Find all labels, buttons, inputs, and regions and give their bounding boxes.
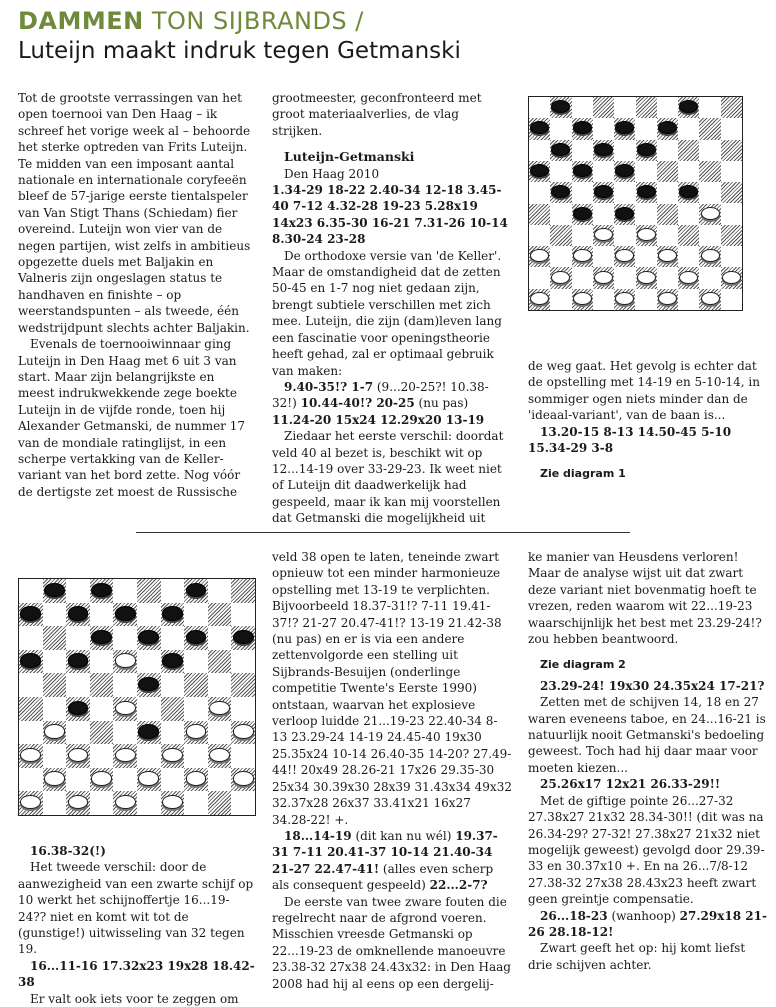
paragraph: Het tweede verschil: door de aanwezigheid van een zwarte schijf op 10 werkt het schijnoffertje 16...19-24?? niet en komt wit tot de (gunstige!) uitwisseling van 32 tegen 19. bbox=[18, 860, 254, 957]
draughts-diagram-1 bbox=[528, 96, 743, 311]
white-piece bbox=[679, 271, 698, 284]
board-square bbox=[721, 140, 742, 161]
paragraph: Ziedaar het eerste verschil: doordat veld 40 al bezet is, beschikt wit op 12...14-19 over 33-29-23. Ik weet niet of Luteijn dit daadwerkelijk had gespeeld, maar ik kan mij voorstellen dat Getmanski die mogelijkheid uit bbox=[272, 429, 504, 526]
white-piece bbox=[573, 249, 592, 262]
diagram-reference: Zie diagram 1 bbox=[540, 467, 626, 481]
white-piece bbox=[722, 271, 741, 284]
game-moves: 1.34-29 18-22 2.40-34 12-18 3.45-40 7-12 4.32-28 19-23 5.28x19 14x23 6.35-30 16-21 7.31-26 10-14 8.30-24 23-28 bbox=[272, 183, 508, 247]
board-square bbox=[657, 161, 678, 182]
black-piece bbox=[162, 606, 183, 620]
white-piece bbox=[573, 292, 592, 305]
column-2 bbox=[272, 90, 508, 527]
white-piece bbox=[233, 724, 254, 738]
board-square bbox=[699, 118, 720, 139]
board-square bbox=[231, 673, 255, 697]
board-square bbox=[529, 204, 550, 225]
board-square bbox=[137, 579, 161, 603]
game-moves bbox=[272, 379, 508, 428]
game-moves: 16...11-16 17.32x23 19x28 18.42-38 bbox=[18, 958, 255, 990]
black-piece bbox=[615, 207, 634, 220]
white-piece bbox=[186, 724, 207, 738]
move-comment: (dit kan nu wél) bbox=[351, 828, 456, 843]
game-moves: 23.29-24! 19x30 24.35x24 17-21? bbox=[540, 678, 765, 693]
white-piece bbox=[701, 249, 720, 262]
white-piece bbox=[115, 748, 136, 762]
paragraph: De orthodoxe versie van 'de Keller'. Maar de omstandigheid dat de zetten 50-45 en 1-7 nog niet gedaan zijn, brengt subtiele verschillen met zich mee. Luteijn, die zijn (dam)leven lang een fascinatie voor openingstheorie heeft gehad, zal er optimaal gebruik van maken: bbox=[272, 248, 502, 378]
board-square bbox=[19, 697, 43, 721]
game-place: Den Haag 2010 bbox=[284, 166, 380, 181]
game-title: Luteijn-Getmanski bbox=[284, 149, 415, 165]
board-square bbox=[184, 673, 208, 697]
paragraph: Er valt ook iets voor te zeggen om bbox=[30, 991, 239, 1006]
white-piece bbox=[658, 292, 677, 305]
white-piece bbox=[637, 228, 656, 241]
board-square bbox=[678, 225, 699, 246]
board-square bbox=[43, 673, 67, 697]
column-3 bbox=[528, 358, 768, 487]
move-text: 18...14-19 bbox=[284, 828, 352, 843]
white-piece bbox=[701, 207, 720, 220]
white-piece bbox=[209, 701, 230, 715]
black-piece bbox=[186, 583, 207, 597]
black-piece bbox=[594, 143, 613, 156]
black-piece bbox=[573, 164, 592, 177]
board-square bbox=[208, 650, 232, 674]
paragraph: veld 38 open te laten, teneinde zwart opnieuw tot een minder harmonieuze opstelling met 13-19 te verplichten. Bijvoorbeeld 18.37-31!? 7-11 19.41-37!? 21-27 20.47-41!? 13-19 21.42-38 (nu pas) en er is via een andere zettenvolgorde een stelling uit Sijbrands-Besuijen (onderlinge competitie Twente's Eerste 1990) ontstaan, waarvan het explosieve verloop luidde 21...19-23 22.40-34 8-13 23.29-24 14-19 24.45-40 19x30 25.35x24 10-14 26.40-35 14-20? 27.49-44!! 20x49 28.26-21 17x26 29.35-30 25x34 30.39x30 28x39 31.43x34 49x32 32.37x28 26x37 33.41x21 16x27 34.28-22! +. bbox=[272, 550, 512, 827]
black-piece bbox=[20, 606, 41, 620]
board-square bbox=[208, 791, 232, 815]
board-square bbox=[636, 97, 657, 118]
move-text: 11.24-20 15x24 12.29x20 13-19 bbox=[272, 412, 485, 427]
white-piece bbox=[594, 228, 613, 241]
white-piece bbox=[186, 771, 207, 785]
move-text: 19.37-31 7-11 20.41-37 10-14 21.40-34 21-27 22.47-41! bbox=[272, 828, 498, 876]
column-1 bbox=[18, 90, 254, 500]
white-piece bbox=[115, 795, 136, 809]
move-comment: (nu pas) bbox=[414, 396, 469, 411]
white-piece bbox=[233, 771, 254, 785]
move-text: 27.29x18 21-26 28.18-12! bbox=[528, 908, 767, 939]
game-moves bbox=[528, 908, 768, 941]
divider-rule bbox=[136, 532, 630, 533]
column-4 bbox=[18, 843, 256, 1007]
board-square bbox=[90, 673, 114, 697]
article-headline: Luteijn maakt indruk tegen Getmanski bbox=[18, 38, 461, 64]
white-piece bbox=[637, 271, 656, 284]
board-square bbox=[678, 140, 699, 161]
column-6 bbox=[528, 549, 768, 973]
white-piece bbox=[138, 771, 159, 785]
author-name: TON SIJBRANDS / bbox=[143, 7, 364, 35]
paragraph: grootmeester, geconfronteerd met groot materiaalverlies, de vlag strijken. bbox=[272, 91, 482, 138]
white-piece bbox=[594, 271, 613, 284]
game-moves: 25.26x17 12x21 26.33-29!! bbox=[540, 777, 721, 792]
paragraph: Tot de grootste verrassingen van het open toernooi van Den Haag – ik schreef het vorige week al – behoorde het sterke optreden van Frits Luteijn. Te midden van een imposant aantal nationale en internationale coryfeeën bleef de 57-jarige eerste tientalspeler van Van Stigt Thans (Schiedam) fier overeind. Luteijn won vier van de negen partijen, wist zelfs in ambitieus opgezette duels met Baljakin en Valneris zijn ongeslagen status te handhaven en finishte – op weerstandspunten – als tweede, één wedstrijdpunt slechts achter Baljakin. bbox=[18, 91, 251, 335]
black-piece bbox=[115, 606, 136, 620]
white-piece bbox=[44, 771, 65, 785]
black-piece bbox=[68, 606, 89, 620]
diagram-reference: Zie diagram 2 bbox=[540, 658, 626, 672]
move-text: 9.40-35!? 1-7 bbox=[284, 379, 374, 394]
white-piece bbox=[44, 724, 65, 738]
black-piece bbox=[91, 630, 112, 644]
paragraph: Zwart geeft het op: hij komt liefst drie schijven achter. bbox=[528, 941, 746, 972]
black-piece bbox=[637, 143, 656, 156]
black-piece bbox=[162, 653, 183, 667]
move-text: 26...18-23 bbox=[540, 908, 608, 923]
black-piece bbox=[44, 583, 65, 597]
paragraph: ke manier van Heusdens verloren! Maar de analyse wijst uit dat zwart deze variant niet bovenmatig hoeft te vrezen, reden waarom wit 22...19-23 waarschijnlijk het best met 23.29-24!? zou hebben beantwoord. bbox=[528, 550, 762, 647]
paragraph: Evenals de toernooiwinnaar ging Luteijn in Den Haag met 6 uit 3 van start. Maar zijn belangrijkste en meest indrukwekkende zege boekte Luteijn in de vijfde ronde, toen hij Alexander Getmanski, de nummer 17 van de mondiale ratinglijst, in een scherpe vertakking van de Keller-variant van het bord zette. Nog vóór de dertigste zet moest de Russische bbox=[18, 337, 245, 499]
board-square bbox=[208, 603, 232, 627]
black-piece bbox=[573, 207, 592, 220]
section-name: DAMMEN bbox=[18, 7, 144, 35]
draughts-diagram-2 bbox=[18, 578, 256, 816]
white-piece bbox=[162, 748, 183, 762]
board-square bbox=[721, 97, 742, 118]
column-5 bbox=[272, 549, 512, 992]
move-comment: (wanhoop) bbox=[607, 908, 680, 923]
game-moves bbox=[272, 828, 512, 894]
white-piece bbox=[530, 292, 549, 305]
black-piece bbox=[138, 724, 159, 738]
article-header bbox=[18, 6, 758, 66]
black-piece bbox=[20, 653, 41, 667]
paragraph: Zetten met de schijven 14, 18 en 27 waren eveneens taboe, en 24...16-21 is natuurlijk nooit Getmanski's bedoeling geweest. Toch had hij daar maar voor moeten kiezen... bbox=[528, 695, 766, 775]
black-piece bbox=[551, 143, 570, 156]
move-comment: (9...20-25?! 10.38-32!) bbox=[272, 379, 489, 411]
board-square bbox=[657, 204, 678, 225]
black-piece bbox=[233, 630, 254, 644]
white-piece bbox=[91, 771, 112, 785]
white-piece bbox=[701, 292, 720, 305]
paragraph: de weg gaat. Het gevolg is echter dat de opstelling met 14-19 en 5-10-14, in sommiger ogen niets minder dan de 'ideaal-variant', van de baan is... bbox=[528, 359, 760, 423]
board-square bbox=[721, 182, 742, 203]
board-square bbox=[721, 225, 742, 246]
black-piece bbox=[68, 701, 89, 715]
black-piece bbox=[68, 653, 89, 667]
board-square bbox=[593, 97, 614, 118]
game-moves: 16.38-32(!) bbox=[30, 844, 106, 858]
white-piece bbox=[615, 292, 634, 305]
white-piece bbox=[551, 271, 570, 284]
white-piece bbox=[209, 748, 230, 762]
move-comment: (alles even scherp als consequent gespeeld) bbox=[272, 861, 494, 893]
game-moves: 13.20-15 8-13 14.50-45 5-10 15.34-29 3-8 bbox=[528, 424, 732, 456]
board-square bbox=[90, 721, 114, 745]
board-square bbox=[43, 626, 67, 650]
move-text: 22...2-7? bbox=[429, 878, 488, 893]
board-square bbox=[231, 579, 255, 603]
section-kicker bbox=[18, 6, 758, 36]
white-piece bbox=[115, 653, 136, 667]
paragraph: De eerste van twee zware fouten die regelrecht naar de afgrond voeren. Misschien vreesde Getmanski op 22...19-23 de omknellende manoeuvre 23.38-32 27x38 24.43x32: in Den Haag 2008 had hij al eens op een dergelij- bbox=[272, 894, 511, 991]
paragraph: Met de giftige pointe 26...27-32 27.38x27 21x32 28.34-30!! (dit was na 26.34-29? 27-32! 27.38x27 21x32 niet mogelijk geweest) gevolgd door 29.39-33 en 30.37x10 +. En na 26...7/8-12 27.38-32 27x38 28.43x23 heeft zwart geen greintje compensatie. bbox=[528, 793, 765, 907]
black-piece bbox=[91, 583, 112, 597]
board-square bbox=[161, 697, 185, 721]
white-piece bbox=[115, 701, 136, 715]
move-text: 10.44-40!? 20-25 bbox=[300, 396, 415, 411]
board-square bbox=[550, 225, 571, 246]
board-square bbox=[699, 161, 720, 182]
